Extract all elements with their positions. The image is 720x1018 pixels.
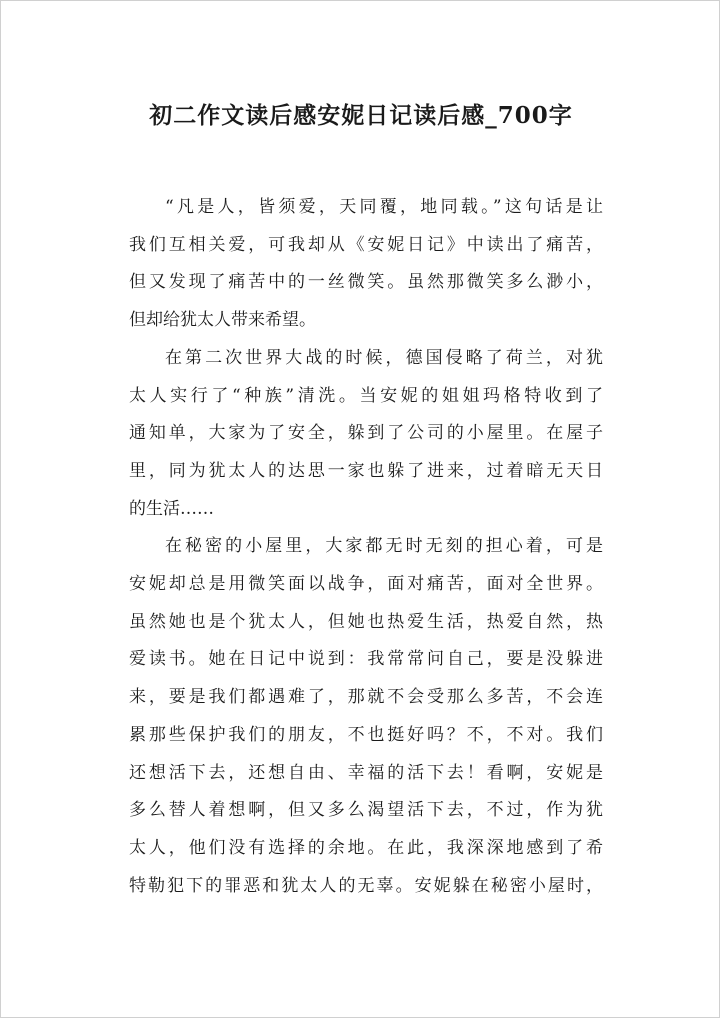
text-line: 通知单，大家为了安全，躲到了公司的小屋里。在屋子 (129, 423, 603, 444)
text-line: 安妮却总是用微笑面以战争，面对痛苦，面对全世界。 (129, 574, 603, 595)
document-body (129, 189, 603, 905)
text-line: 来，要是我们都遇难了，那就不会受那么多苦，不会连 (129, 687, 603, 708)
text-line: 但却给犹太人带来希望。 (129, 310, 316, 331)
text-line: 的生活…… (129, 498, 214, 519)
text-line: 特勒犯下的罪恶和犹太人的无辜。安妮躲在秘密小屋时， (129, 875, 603, 896)
text-line: 在第二次世界大战的时候，德国侵略了荷兰，对犹 (165, 347, 603, 368)
text-line: 太人实行了“种族”清洗。当安妮的姐姐玛格特收到了 (129, 385, 603, 406)
text-line: 还想活下去，还想自由、幸福的活下去！看啊，安妮是 (129, 762, 603, 783)
text-line: 里，同为犹太人的达思一家也躲了进来，过着暗无天日 (129, 460, 603, 481)
text-line: 多么替人着想啊，但又多么渴望活下去，不过，作为犹 (129, 800, 603, 821)
paragraph-1 (129, 189, 603, 340)
paragraph-2 (129, 340, 603, 529)
text-line: “凡是人，皆须爱，天同覆，地同载。”这句话是让 (165, 197, 603, 217)
text-line: 在秘密的小屋里，大家都无时无刻的担心着，可是 (165, 536, 603, 557)
text-line: 爱读书。她在日记中说到：我常常问自己，要是没躲进 (129, 649, 603, 670)
text-line: 累那些保护我们的朋友，不也挺好吗？不，不对。我们 (129, 724, 603, 745)
document-title: 初二作文读后感安妮日记读后感_700字 (149, 102, 573, 129)
text-line: 虽然她也是个犹太人，但她也热爱生活，热爱自然，热 (129, 611, 603, 632)
text-line: 太人，他们没有选择的余地。在此，我深深地感到了希 (129, 837, 603, 858)
text-line: 但又发现了痛苦中的一丝微笑。虽然那微笑多么渺小， (129, 272, 603, 293)
text-line: 我们互相关爱，可我却从《安妮日记》中读出了痛苦， (129, 234, 603, 255)
paragraph-3 (129, 528, 603, 905)
